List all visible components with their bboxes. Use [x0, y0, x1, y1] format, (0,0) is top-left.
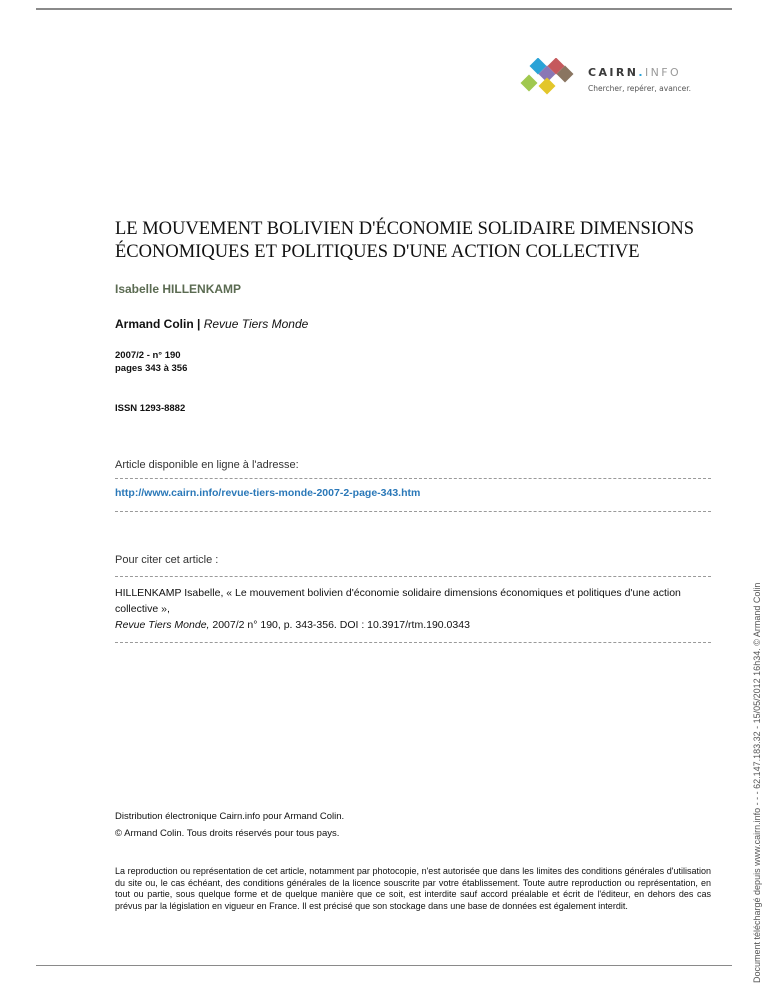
- diamond-yellow: [539, 78, 556, 95]
- bottom-rule: [36, 965, 732, 966]
- download-watermark: Document téléchargé depuis www.cairn.info - - - 62.147.183.32 - 15/05/2012 16h34. © Armand Colin: [752, 582, 762, 983]
- logo-tagline: Chercher, repérer, avancer.: [588, 84, 692, 93]
- logo-wordmark: CAIRN.INFO: [588, 66, 682, 79]
- copyright-notice: © Armand Colin. Tous droits réservés pour tous pays.: [115, 828, 340, 839]
- divider: [115, 642, 711, 643]
- diamond-green: [521, 75, 538, 92]
- citation-text: HILLENKAMP Isabelle, « Le mouvement bolivien d'économie solidaire dimensions économiques et politiques d'une action collective », Revue Tiers Monde, 2007/2 n° 190, p. 343-356. DOI : 10.3917/rtm.190.0343: [115, 587, 681, 631]
- article-url-link[interactable]: http://www.cairn.info/revue-tiers-monde-2007-2-page-343.htm: [115, 487, 421, 499]
- journal-name: Revue Tiers Monde: [203, 317, 309, 331]
- top-rule: [36, 8, 732, 10]
- citation-journal: Revue Tiers Monde,: [115, 619, 210, 631]
- article-title: LE MOUVEMENT BOLIVIEN D'ÉCONOMIE SOLIDAIRE DIMENSIONS ÉCONOMIQUES ET POLITIQUES D'UNE ACTION COLLECTIVE: [115, 219, 695, 262]
- cairn-diamonds-icon: [512, 58, 584, 102]
- issn: ISSN 1293-8882: [115, 403, 186, 414]
- divider: [115, 478, 711, 479]
- publisher-line: Armand Colin | Revue Tiers Monde: [115, 317, 309, 331]
- page-range: pages 343 à 356: [115, 362, 188, 374]
- legal-notice: La reproduction ou représentation de cet article, notamment par photocopie, n'est autorisée que dans les limites des conditions générales d'utilisation du site ou, le cas échéant, des conditions générales de la licence souscrite par votre établissement. Toute autre reproduction ou représentation, en tout ou partie, sous quelque forme et de quelque manière que ce soit, est interdite sauf accord préalable et écrit de l'éditeur, en dehors des cas prévus par la législation en vigueur en France. Il est précisé que son stockage dans une base de données est également interdit.: [115, 866, 711, 911]
- divider: [115, 576, 711, 577]
- issue-number: 2007/2 - n° 190: [115, 350, 181, 361]
- article-author: Isabelle HILLENKAMP: [115, 282, 242, 296]
- publisher-name: Armand Colin: [115, 317, 194, 331]
- cite-label: Pour citer cet article :: [115, 554, 219, 566]
- online-label: Article disponible en ligne à l'adresse:: [115, 459, 299, 471]
- cairn-logo[interactable]: [512, 58, 712, 102]
- divider: [115, 511, 711, 512]
- distribution-notice: Distribution électronique Cairn.info pour Armand Colin.: [115, 811, 345, 822]
- issue-info: [115, 350, 187, 375]
